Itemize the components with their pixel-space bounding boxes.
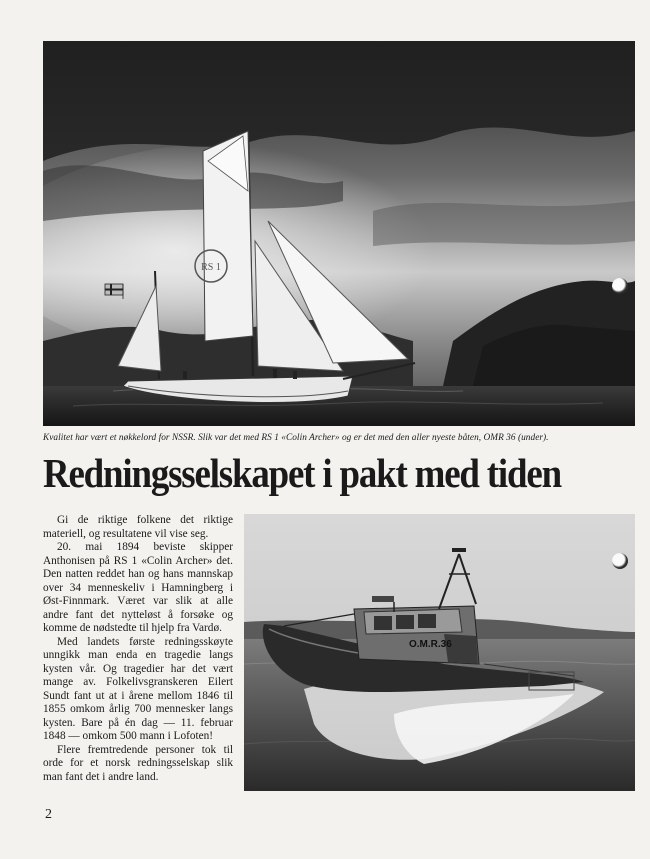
- headline: Redningsselskapet i pakt med tiden: [43, 450, 561, 496]
- punch-hole-icon: [612, 278, 628, 294]
- paragraph: Med landets første redningsskøyte unngikk man enda en tragedie langs kysten vår. Og tragedier har det vært mange av. Folkelivsgranskeren Eilert Sundt fant ut at i årene mellom 1846 til 1855 omkom årlig 700 mennesker langs kysten. Bare på én dag — 11. februar 1848 — omkom 500 mann i Lofoten!: [43, 635, 233, 742]
- rescue-boat-photo: [244, 514, 635, 791]
- sailing-ship-photo: [43, 41, 635, 426]
- page-number: 2: [45, 807, 52, 822]
- sail-emblem-label: RS 1: [201, 262, 221, 273]
- punch-hole-icon: [612, 553, 628, 569]
- photo-caption: Kvalitet har vært et nøkkelord for NSSR. Slik var det med RS 1 «Colin Archer» og er det med den aller nyeste båten, OMR 36 (under).: [43, 433, 549, 443]
- paragraph: Gi de riktige folkene det riktige materiell, og resultatene vil vise seg.: [43, 514, 233, 540]
- boat-marking: O.M.R.36: [409, 639, 452, 650]
- paragraph: Flere fremtredende personer tok til orde for et norsk redningsselskap slik man fant det i andre land.: [43, 743, 233, 783]
- paragraph: 20. mai 1894 beviste skipper Anthonisen på RS 1 «Colin Archer» det. Den natten reddet han og hans mannskap over 34 menneskeliv i Hamningberg i Øst-Finnmark. Været var slik at alle andre fant det nytteløst å forsøke og komme de nødstedte til hjelp fra Vardø.: [43, 541, 233, 634]
- article-body: [43, 514, 233, 784]
